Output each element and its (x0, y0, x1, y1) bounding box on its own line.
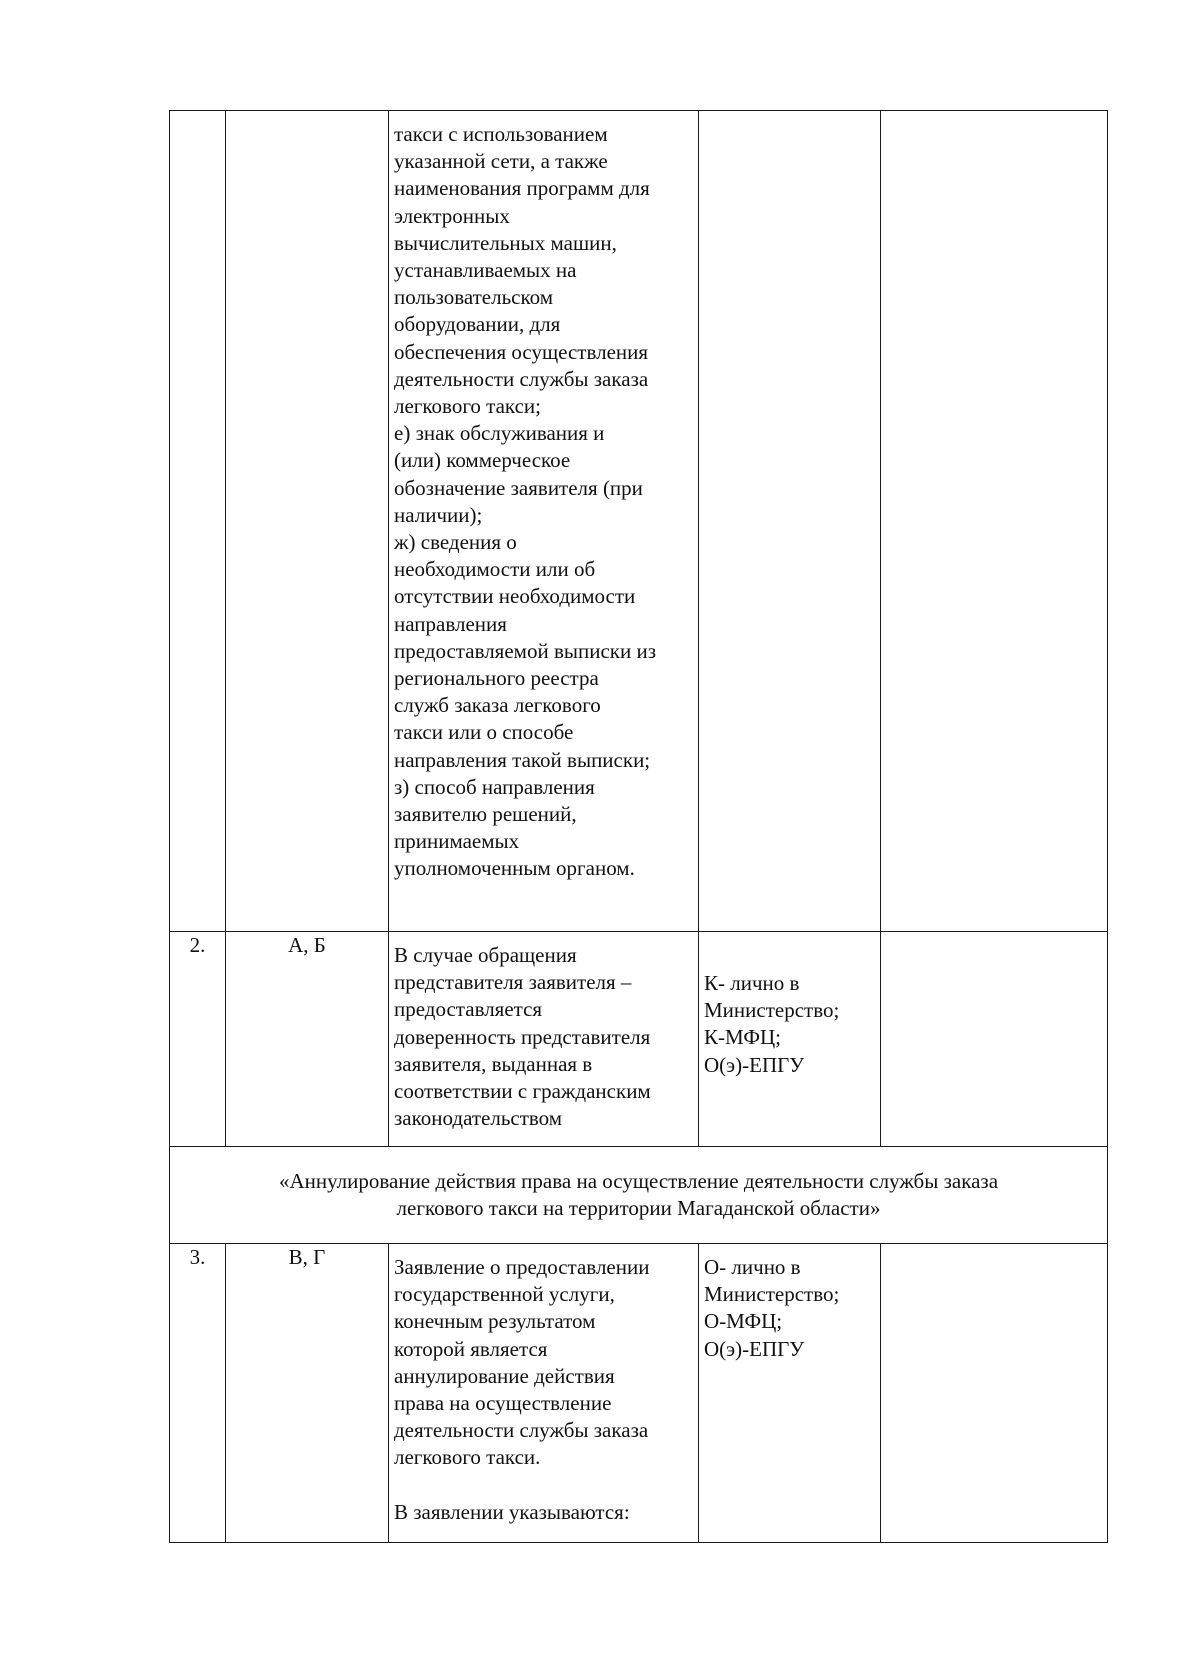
table-row (170, 111, 1108, 932)
row-description-cell (389, 1244, 699, 1543)
table-row (170, 932, 1108, 1147)
row-description-cell (389, 932, 699, 1147)
row-codes-cell (226, 1244, 389, 1543)
channels-text: О- лично в Министерство; О-МФЦ; О(э)-ЕПГУ (704, 1255, 840, 1361)
row-codes: А, Б (288, 933, 326, 957)
row-number-cell (170, 932, 226, 1147)
row-number: 2. (189, 933, 206, 957)
row-codes: В, Г (288, 1245, 326, 1269)
row-channels-cell (699, 1244, 881, 1543)
description-text: Заявление о предоставлении государственной услуги, конечным результатом которой является аннулирование действия права на осуществление деятельности службы заказа легкового такси. В заявлении указываются: (394, 1255, 650, 1524)
row-codes-cell (226, 111, 389, 932)
row-extra-cell (881, 1244, 1108, 1543)
row-number-cell (170, 1244, 226, 1543)
description-text: такси с использованием указанной сети, а также наименования программ для электронных вычислительных машин, устанавливаемых на пользовательском оборудовании, для обеспечения осуществления деятельности службы заказа легкового такси; е) знак обслуживания и (или) коммерческое обозначение заявителя (при наличии); ж) сведения о необходимости или об отсутствии необходимости направления предоставляемой выписки из регионального реестра служб заказа легкового такси или о способе направления такой выписки; з) способ направления заявителю решений, принимаемых уполномоченным органом. (394, 122, 656, 881)
section-heading: «Аннулирование действия права на осуществление деятельности службы заказа легкового такси на территории Магаданской области» (170, 1147, 1108, 1244)
section-heading-row (170, 1147, 1108, 1244)
row-number-cell (170, 111, 226, 932)
channels-text: К- лично в Министерство; К-МФЦ; О(э)-ЕПГУ (704, 971, 840, 1077)
row-description-cell (389, 111, 699, 932)
row-channels-cell (699, 932, 881, 1147)
services-table (169, 110, 1108, 1543)
row-number: 3. (189, 1245, 206, 1269)
description-text: В случае обращения представителя заявителя – предоставляется доверенность представителя заявителя, выданная в соответствии с гражданским законодательством (394, 943, 651, 1131)
row-codes-cell (226, 932, 389, 1147)
row-extra-cell (881, 111, 1108, 932)
row-extra-cell (881, 932, 1108, 1147)
row-channels-cell (699, 111, 881, 932)
table-row (170, 1244, 1108, 1543)
